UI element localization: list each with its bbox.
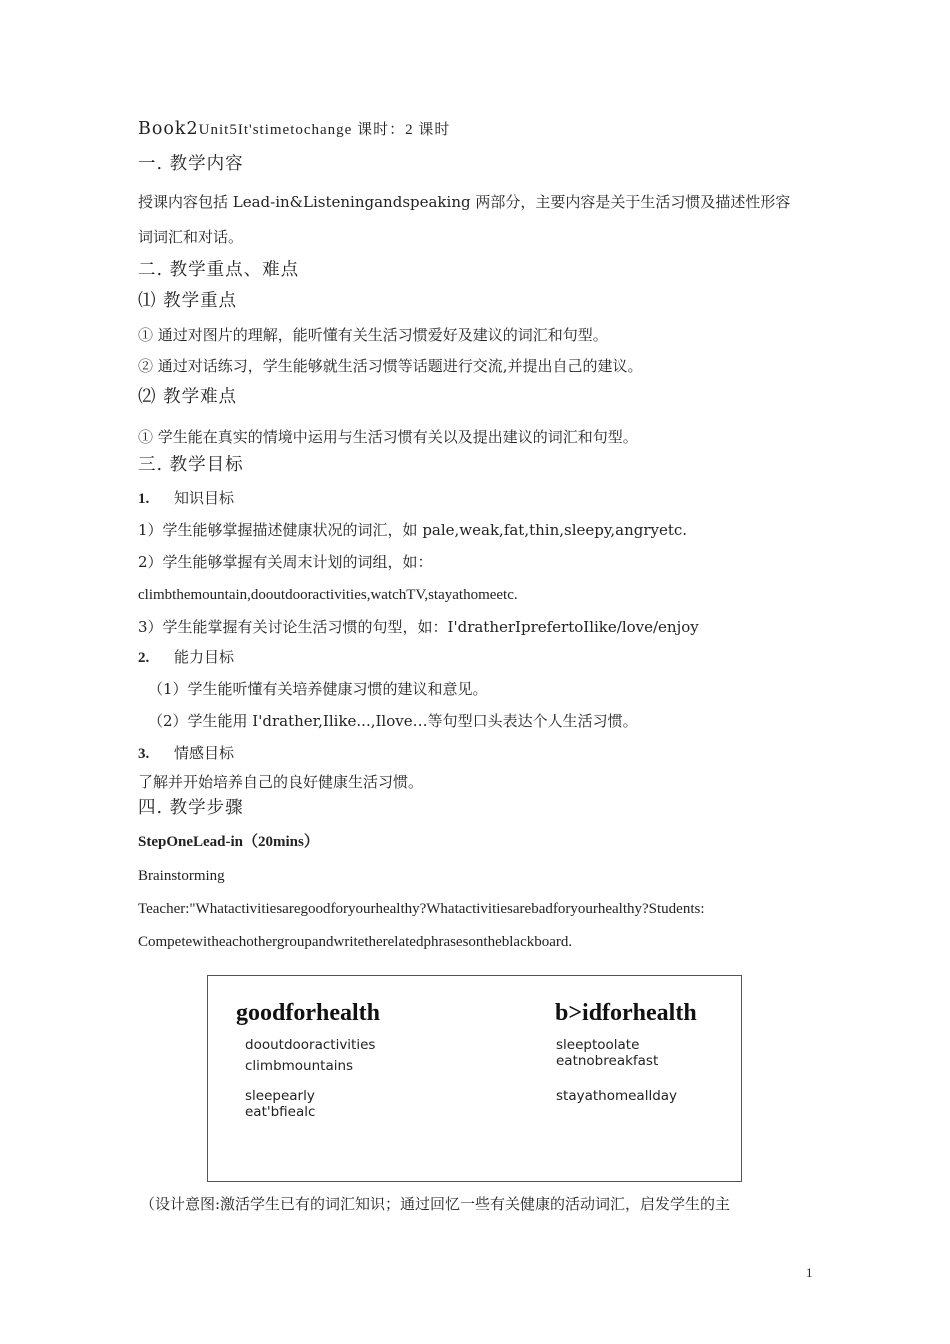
bad-item-1: sleeptoolate: [556, 1037, 640, 1053]
knowledge-goal-2-phrases: climbthemountain,dooutdooractivities,watchTV,stayathomeetc.: [138, 587, 518, 603]
goal-3-number: 3.: [138, 746, 150, 762]
knowledge-goal-1: 1）学生能够掌握描述健康状况的词汇，如 pale,weak,fat,thin,sleepy,angryetc.: [138, 521, 688, 539]
good-item-4: eat'bfiealc: [245, 1104, 316, 1120]
good-item-1: dooutdooractivities: [245, 1037, 376, 1053]
goal-2-number: 2.: [138, 650, 150, 666]
page-number: 1: [806, 1265, 813, 1280]
goal-2-label: 能力目标: [174, 648, 235, 666]
goal-1-heading: [138, 488, 234, 509]
document-title: [138, 119, 450, 140]
goal-3-label: 情感目标: [174, 744, 235, 762]
title-rest: Unit5It'stimetochange 课时：2 课时: [198, 122, 451, 138]
emotion-goal-1: 了解并开始培养自己的良好健康生活习惯。: [138, 773, 424, 791]
brainstorming-label: Brainstorming: [138, 868, 225, 884]
design-intent-note: （设计意图:激活学生已有的词汇知识；通过回忆一些有关健康的活动词汇，启发学生的主: [140, 1195, 731, 1213]
ability-goal-1: （1）学生能听懂有关培养健康习惯的建议和意见。: [148, 680, 488, 698]
section-1-paragraph-line2: 词词汇和对话。: [138, 228, 244, 246]
goal-1-label: 知识目标: [174, 489, 235, 507]
step-one-heading: StepOneLead-in（20mins）: [138, 834, 319, 850]
student-instruction: Competewitheachothergroupandwritetherelatedphrasesontheblackboard.: [138, 934, 573, 950]
blackboard-box: [207, 975, 742, 1182]
key-point-1: ① 通过对图片的理解，能听懂有关生活习惯爱好及建议的词汇和句型。: [138, 326, 608, 344]
difficulty-subheading: ⑵ 教学难点: [138, 387, 238, 407]
teacher-question: Teacher:"Whatactivitiesaregoodforyourhealthy?Whatactivitiesarebadforyourhealthy?Students:: [138, 901, 705, 917]
section-2-heading: 二. 教学重点、难点: [138, 260, 300, 280]
bad-item-3: stayathomeallday: [556, 1088, 678, 1104]
good-item-3: sleepearly: [245, 1088, 315, 1104]
good-for-health-title: goodforhealth: [236, 1000, 380, 1026]
difficulty-point-1: ① 学生能在真实的情境中运用与生活习惯有关以及提出建议的词汇和句型。: [138, 428, 638, 446]
goal-3-heading: [138, 743, 234, 764]
bad-item-2: eatnobreakfast: [556, 1053, 659, 1069]
key-point-2: ② 通过对话练习，学生能够就生活习惯等话题进行交流,并提出自己的建议。: [138, 357, 643, 375]
goal-1-number: 1.: [138, 491, 150, 507]
knowledge-goal-2: 2）学生能够掌握有关周末计划的词组，如：: [138, 553, 433, 571]
section-1-paragraph-line1: 授课内容包括 Lead-in&Listeningandspeaking 两部分，主要内容是关于生活习惯及描述性形容: [138, 193, 791, 211]
good-item-2: climbmountains: [245, 1058, 354, 1074]
title-prefix: Book2: [138, 119, 199, 139]
key-points-subheading: ⑴ 教学重点: [138, 291, 238, 311]
knowledge-goal-3: 3）学生能掌握有关讨论生活习惯的句型，如：I'dratherIprefertoIlike/love/enjoy: [138, 618, 699, 636]
section-3-heading: 三. 教学目标: [138, 455, 244, 475]
goal-2-heading: [138, 647, 234, 668]
section-1-heading: 一. 教学内容: [138, 154, 244, 174]
section-4-heading: 四. 教学步骤: [138, 798, 244, 818]
bad-for-health-title: b>idforhealth: [555, 1000, 697, 1026]
ability-goal-2: （2）学生能用 I'drather,Ilike...,Ilove…等句型口头表达个人生活习惯。: [148, 712, 638, 730]
